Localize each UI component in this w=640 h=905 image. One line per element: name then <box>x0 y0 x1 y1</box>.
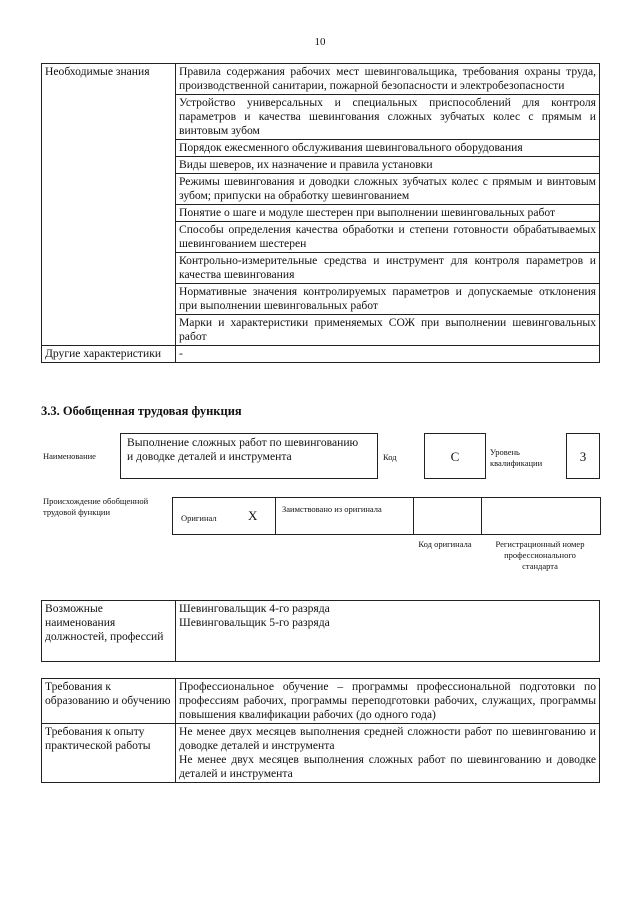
knowledge-item: Режимы шевингования и доводки сложных зубчатых колес с прямым и винтовым зубом; припуски на обработку шевингованием <box>176 174 600 205</box>
level-label: Уровень квалификации <box>490 447 543 468</box>
experience-label: Требования к опыту практической работы <box>42 724 176 783</box>
code-caption: Код оригинала <box>418 539 472 549</box>
requirements-table <box>41 678 600 783</box>
reg-caption: Регистрационный номер профессионального стандарта <box>495 539 585 571</box>
origin-divider <box>275 498 276 534</box>
section-title: 3.3. Обобщенная трудовая функция <box>41 404 242 418</box>
code-value: C <box>450 449 460 464</box>
positions-values <box>176 601 600 662</box>
knowledge-item: Правила содержания рабочих мест шевинговальщика, требования охраны труда, производственной санитарии, пожарной безопасности и электробезопасности <box>176 64 600 95</box>
name-value: Выполнение сложных работ по шевингованию и доводке деталей и инструмента <box>127 436 359 463</box>
original-mark: X <box>248 508 258 523</box>
education-label: Требования к образованию и обучению <box>42 679 176 724</box>
origin-label: Происхождение обобщенной трудовой функции <box>43 496 149 517</box>
knowledge-item: Марки и характеристики применяемых СОЖ при выполнении шевинговальных работ <box>176 315 600 346</box>
borrowed-label: Заимствовано из оригинала <box>282 504 382 514</box>
name-label: Наименование <box>43 451 96 461</box>
education-value: Профессиональное обучение – программы профессиональной подготовки по профессиям рабочих, программы переподготовки рабочих, служащих, программы повышения квалификации рабочих (до одного года) <box>176 679 600 724</box>
knowledge-item: Порядок ежесменного обслуживания шевинговального оборудования <box>176 140 600 157</box>
original-label: Оригинал <box>181 513 217 523</box>
origin-divider <box>481 498 482 534</box>
experience-item: Не менее двух месяцев выполнения сложных работ по шевингованию и доводке деталей и инструмента <box>179 753 596 780</box>
knowledge-label: Необходимые знания <box>42 64 176 346</box>
knowledge-item: Контрольно-измерительные средства и инструмент для контроля параметров и качества шевингования <box>176 253 600 284</box>
name-box <box>120 433 378 479</box>
origin-box <box>172 497 601 535</box>
knowledge-table <box>41 63 600 363</box>
positions-label: Возможные наименования должностей, профессий <box>42 601 176 662</box>
experience-values <box>176 724 600 783</box>
code-label: Код <box>383 452 397 462</box>
other-label: Другие характеристики <box>42 346 176 363</box>
positions-table <box>41 600 600 662</box>
knowledge-item: Нормативные значения контролируемых параметров и допускаемые отклонения при выполнении шевинговальных работ <box>176 284 600 315</box>
level-box <box>566 433 600 479</box>
origin-divider <box>413 498 414 534</box>
knowledge-item: Понятие о шаге и модуле шестерен при выполнении шевинговальных работ <box>176 205 600 222</box>
position-item: Шевинговальщик 5-го разряда <box>179 616 330 629</box>
level-value: 3 <box>579 449 587 464</box>
knowledge-item: Виды шеверов, их назначение и правила установки <box>176 157 600 174</box>
knowledge-item: Способы определения качества обработки и степени готовности обрабатываемых шевингованием шестерен <box>176 222 600 253</box>
other-value: - <box>176 346 600 363</box>
knowledge-item: Устройство универсальных и специальных приспособлений для контроля параметров и качества шевингования сложных зубчатых колес с прямым и винтовым зубом <box>176 95 600 140</box>
page-number: 10 <box>314 36 326 48</box>
code-box <box>424 433 486 479</box>
position-item: Шевинговальщик 4-го разряда <box>179 602 330 615</box>
experience-item: Не менее двух месяцев выполнения средней сложности работ по шевингованию и доводке деталей и инструмента <box>179 725 596 752</box>
